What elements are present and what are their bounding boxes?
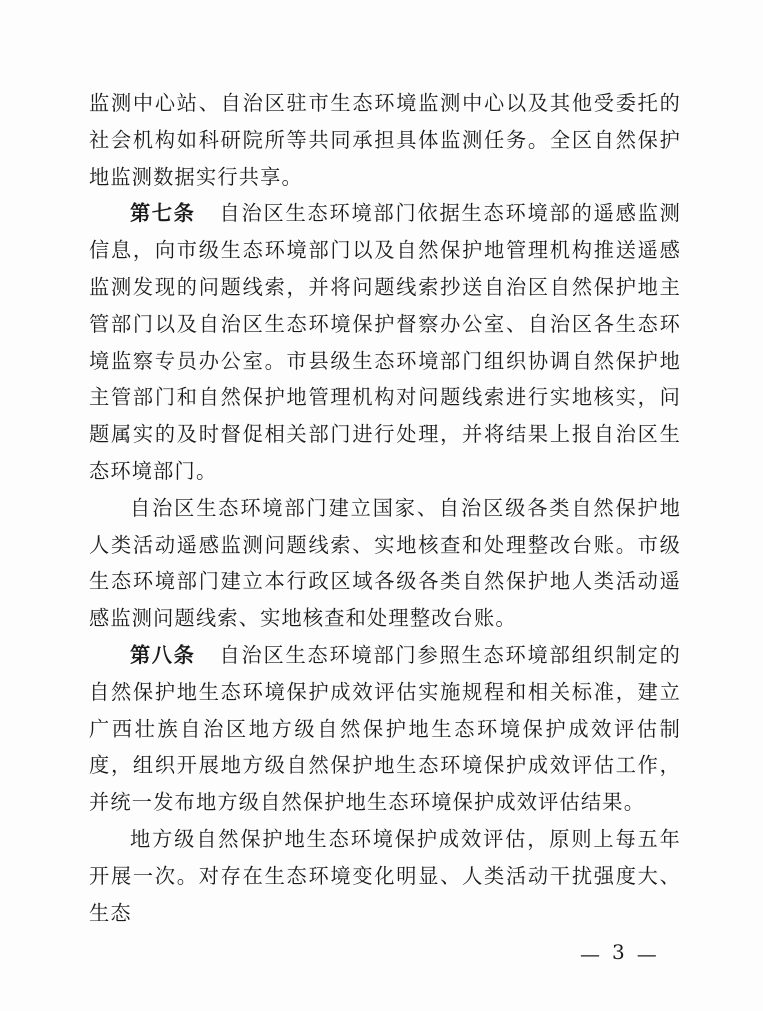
paragraph-article-7 [89,195,681,489]
page-number [580,940,657,966]
page-number-value: 3 [612,940,625,964]
paragraph-continuation [89,85,681,195]
paragraph-text: 自治区生态环境部门参照生态环境部组织制定的自然保护地生态环境保护成效评估实施规程和相关标准，建立广西壮族自治区地方级自然保护地生态环境保护成效评估制度，组织开展地方级自然保护地生态环境保护成效评估工作，并统一发布地方级自然保护地生态环境保护成效评估结果。 [89,642,681,815]
paragraph-article-8 [89,637,681,821]
paragraph-text: 监测中心站、自治区驻市生态环境监测中心以及其他受委托的社会机构如科研院所等共同承担具体监测任务。全区自然保护地监测数据实行共享。 [89,91,681,189]
paragraph-text: 自治区生态环境部门依据生态环境部的遥感监测信息，向市级生态环境部门以及自然保护地管理机构推送遥感监测发现的问题线索，并将问题线索抄送自治区自然保护地主管部门以及自治区生态环境保护督察办公室、自治区各生态环境监察专员办公室。市县级生态环境部门组织协调自然保护地主管部门和自然保护地管理机构对问题线索进行实地核实，问题属实的及时督促相关部门进行处理，并将结果上报自治区生态环境部门。 [89,201,681,483]
page-number-dash-right: — [636,941,657,966]
document-body [89,85,681,931]
paragraph-evaluation-frequency [89,821,681,931]
paragraph-ledger [89,490,681,637]
article-7-title: 第七条 [130,201,196,226]
paragraph-text: 地方级自然保护地生态环境保护成效评估，原则上每五年开展一次。对存在生态环境变化明显、人类活动干扰强度大、生态 [89,826,681,925]
paragraph-text: 自治区生态环境部门建立国家、自治区级各类自然保护地人类活动遥感监测问题线索、实地核查和处理整改台账。市级生态环境部门建立本行政区域各级各类自然保护地人类活动遥感监测问题线索、实地核查和处理整改台账。 [89,495,681,631]
article-8-title: 第八条 [130,642,196,667]
page-number-dash-left: — [580,941,600,966]
